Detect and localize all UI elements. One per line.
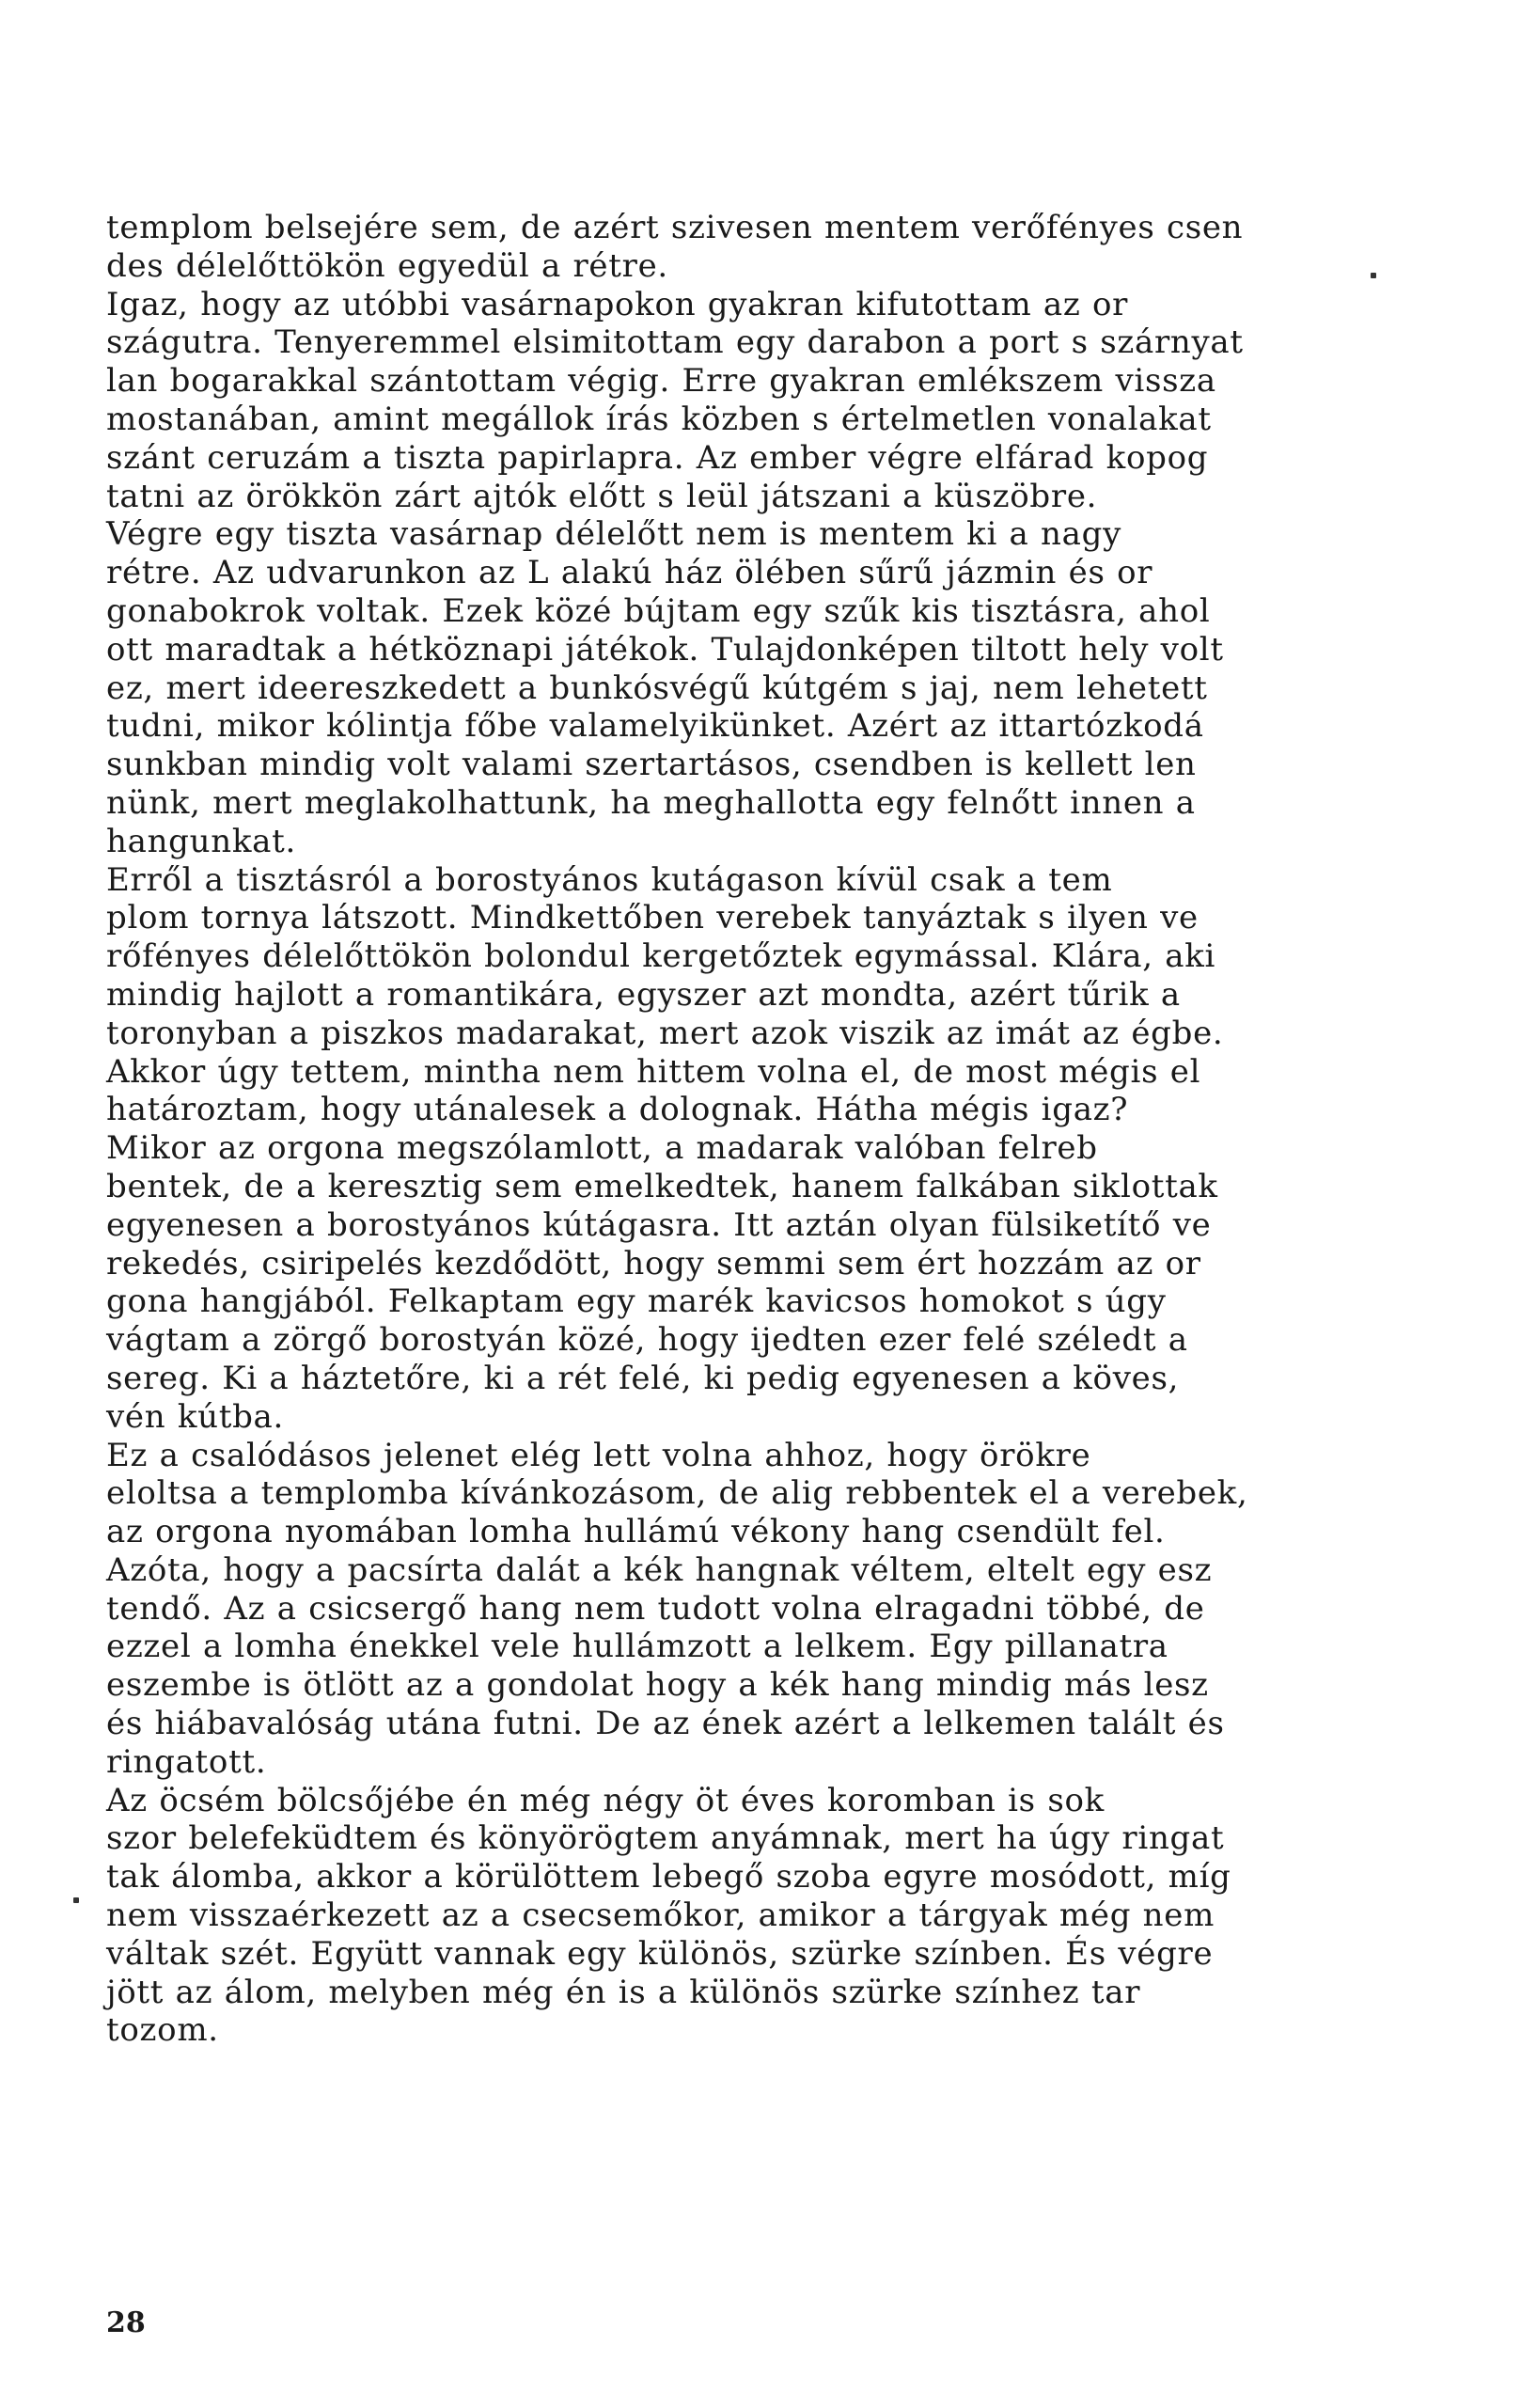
body-text [106, 209, 1375, 2050]
paragraph-3: Végre egy tiszta vasárnap délelőtt nem is mentem ki a nagy rétre. Az udvarunkon az L alakú ház ölében sűrű jázmin és or gonabokrok voltak. Ezek közé bújtam egy szűk kis tisztásra, ahol ott maradtak a hétköznapi játékok. Tulajdonképen tiltott hely volt ez, mert ideereszkedett a bunkósvégű kútgém s jaj, nem lehetett tudni, mikor kólintja főbe valamelyikünket. Azért az ittartózkodá sunkban mindig volt valami szertartásos, csendben is kellett len nünk, mert meglakolhattunk, ha meghallotta egy felnőtt innen a hangunkat. [106, 515, 1224, 860]
paragraph-7: Az öcsém bölcsőjébe én még négy öt éves koromban is sok szor belefeküdtem és könyörögtem anyámnak, mert ha úgy ringat tak álomba, akkor a körülöttem lebegő szoba egyre mosódott, míg nem visszaérkezett az a csecsemőkor, amikor a tárgyak még nem váltak szét. Együtt vannak egy különös, szürke színben. És végre jött az álom, melyben még én is a különös szürke színhez tar tozom. [106, 1781, 1231, 2050]
margin-speck [1371, 273, 1376, 278]
paragraph-4: Erről a tisztásról a borostyános kutágason kívül csak a tem plom tornya látszott. Mindkettőben verebek tanyáztak s ilyen ve rőfényes délelőttökön bolondul kergetőztek egymással. Klára, aki mindig hajlott a romantikára, egyszer azt mondta, azért tűrik a toronyban a piszkos madarakat, mert azok viszik az imát az égbe. Akkor úgy tettem, mintha nem hittem volna el, de most mégis el határoztam, hogy utánalesek a dolognak. Hátha mégis igaz? [106, 860, 1224, 1129]
paragraph-2: Igaz, hogy az utóbbi vasárnapokon gyakran kifutottam az or szágutra. Tenyeremmel elsimitottam egy darabon a port s szárnyat lan bogarakkal szántottam végig. Erre gyakran emlékszem vissza mostanában, amint megállok írás közben s értelmetlen vonalakat szánt ceruzám a tiszta papirlapra. Az ember végre elfárad kopog tatni az örökkön zárt ajtók előtt s leül játszani a küszöbre. [106, 285, 1244, 515]
page-number: 28 [106, 2306, 146, 2339]
paragraph-1: templom belsejére sem, de azért szivesen mentem verőfényes csen des délelőttökön egyedül a rétre. [106, 209, 1244, 285]
margin-speck [73, 1897, 79, 1903]
paragraph-5: Mikor az orgona megszólamlott, a madarak valóban felreb bentek, de a keresztig sem emelkedtek, hanem falkában siklottak egyenesen a borostyános kútágasra. Itt aztán olyan fülsiketítő ve rekedés, csiripelés kezdődött, hogy semmi sem ért hozzám az or gona hangjából. Felkaptam egy marék kavicsos homokot s úgy vágtam a zörgő borostyán közé, hogy ijedten ezer felé széledt a sereg. Ki a háztetőre, ki a rét felé, ki pedig egyenesen a köves, vén kútba. [106, 1129, 1218, 1436]
paragraph-6: Ez a csalódásos jelenet elég lett volna ahhoz, hogy örökre eloltsa a templomba kívánkozásom, de alig rebbentek el a verebek, az orgona nyomában lomha hullámú vékony hang csendült fel. Azóta, hogy a pacsírta dalát a kék hangnak véltem, eltelt egy esz tendő. Az a csicsergő hang nem tudott volna elragadni többé, de ezzel a lomha énekkel vele hullámzott a lelkem. Egy pillanatra eszembe is ötlött az a gondolat hogy a kék hang mindig más lesz és hiábavalóság utána futni. De az ének azért a lelkemen talált és ringatott. [106, 1436, 1248, 1781]
